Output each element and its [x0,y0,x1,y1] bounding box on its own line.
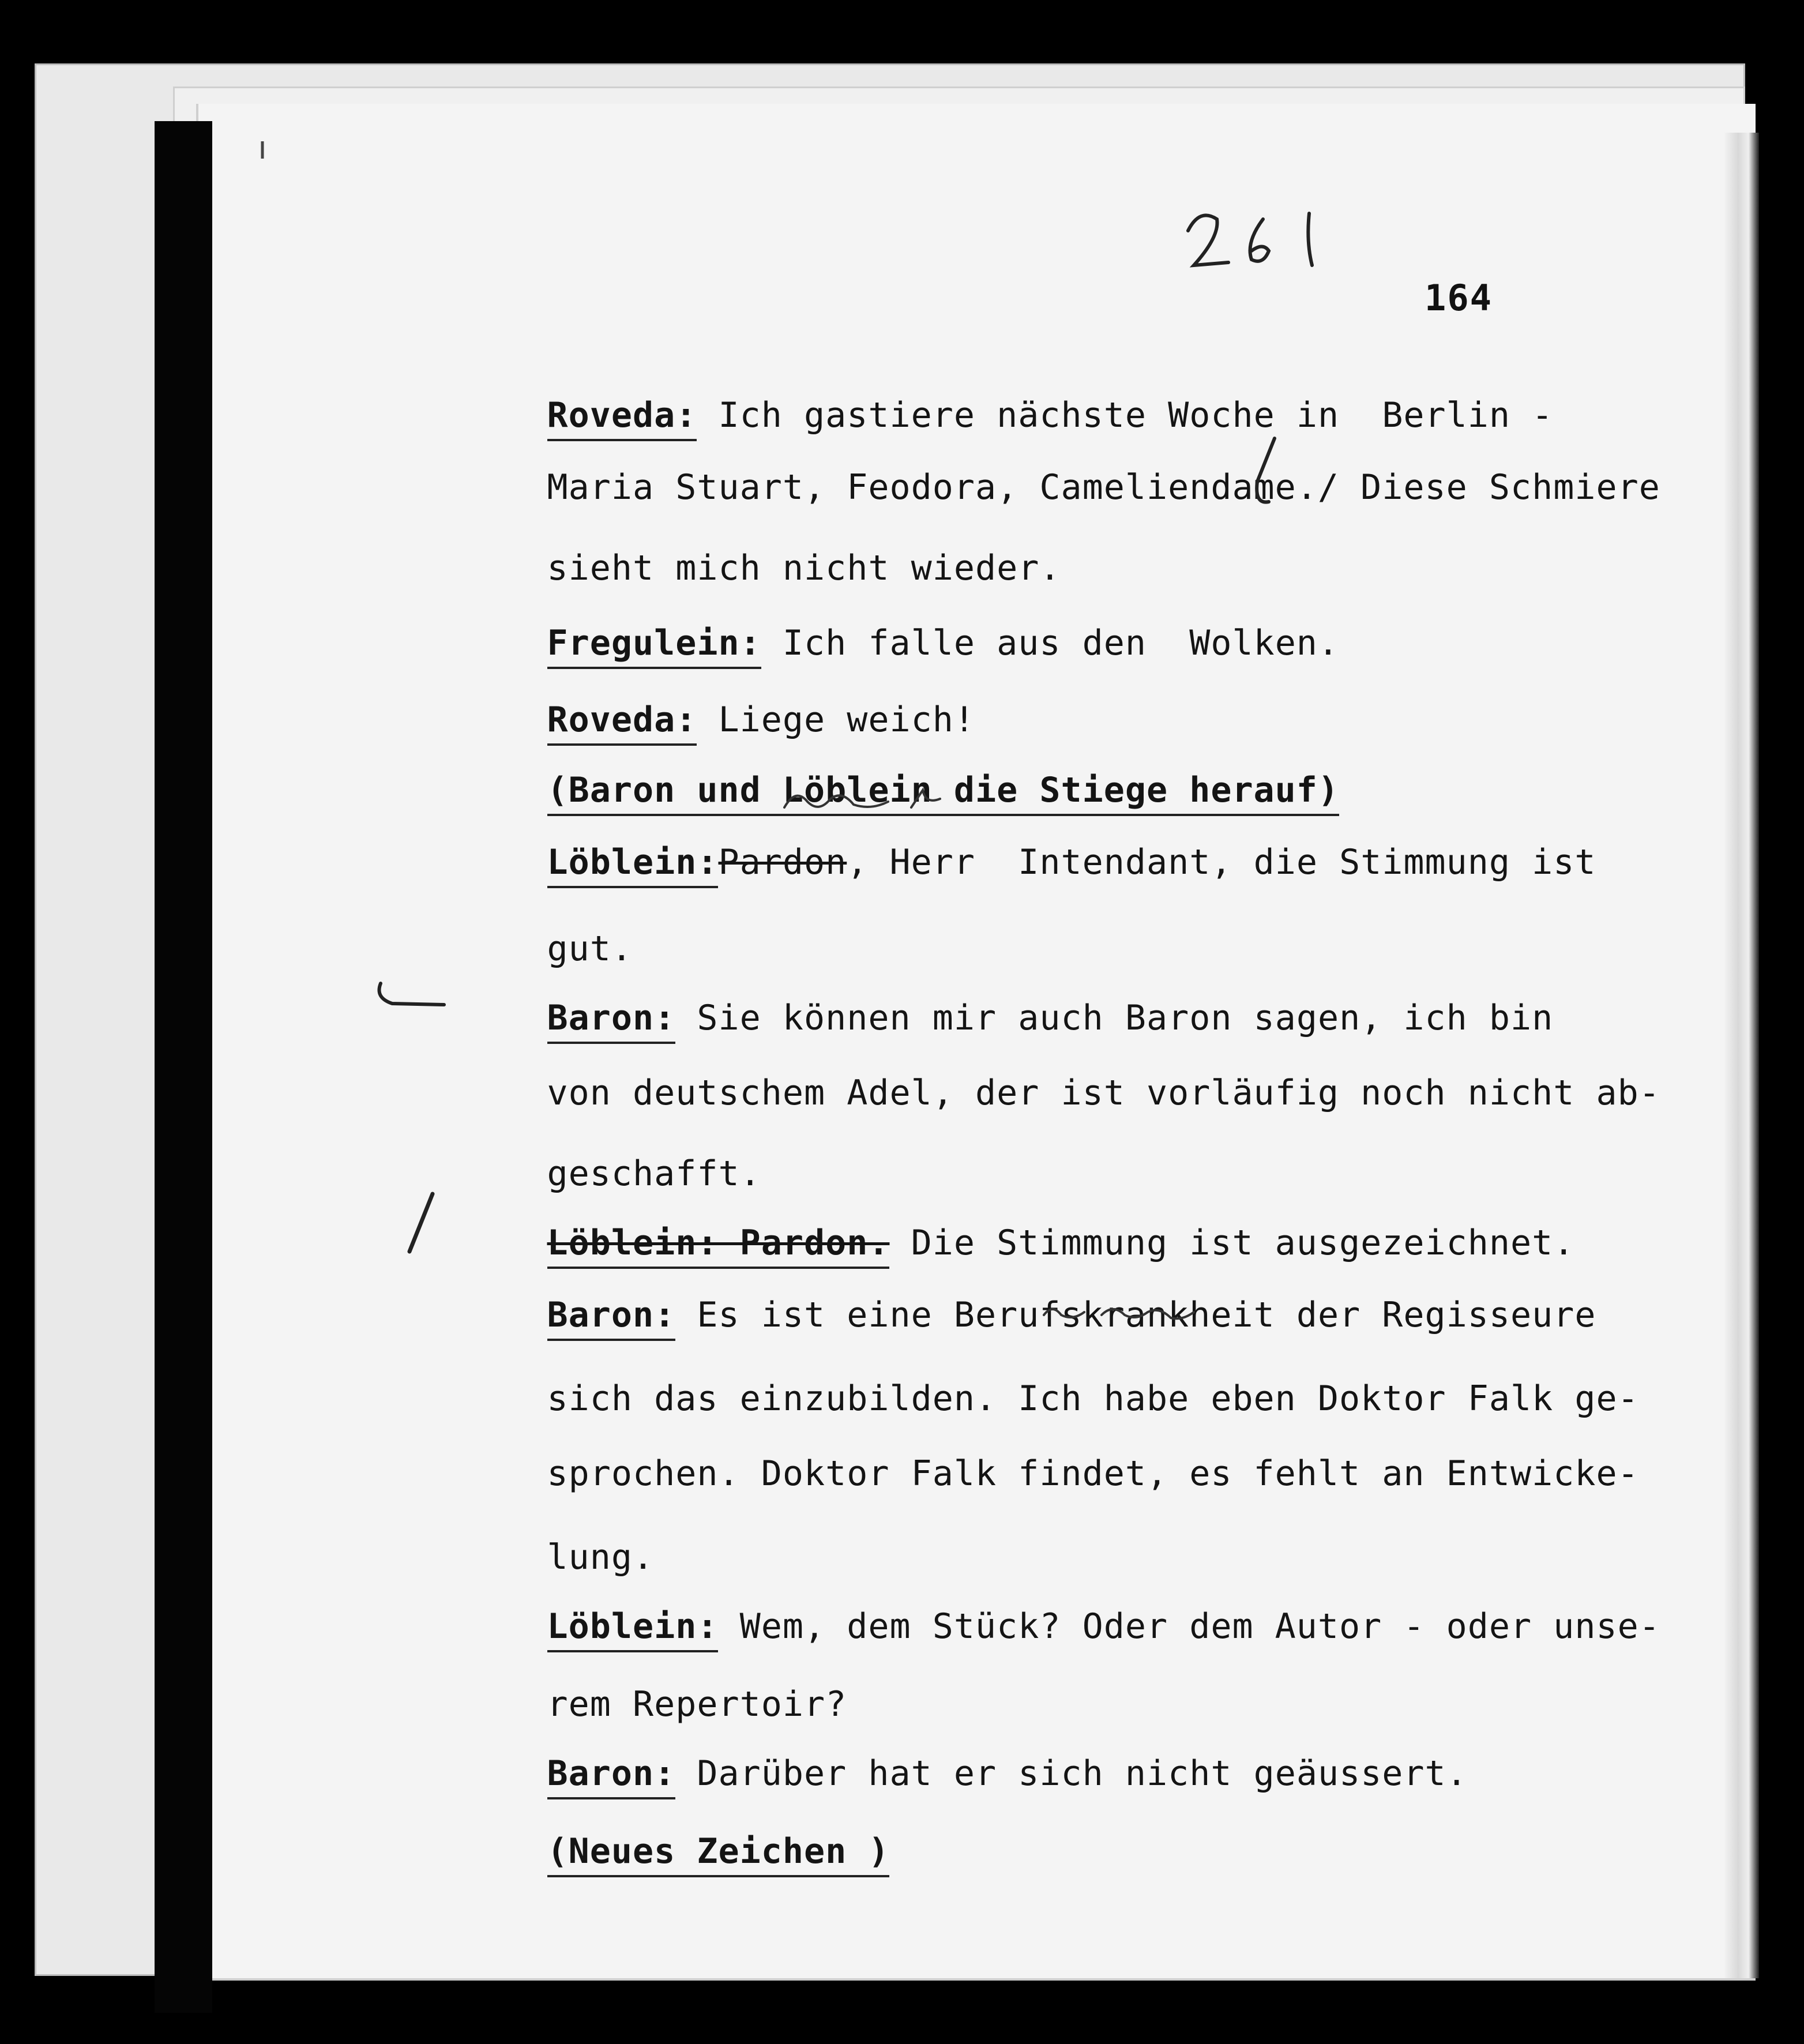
speaker-label: Roveda: [547,395,697,441]
speaker-label: Löblein: [547,1606,719,1652]
script-line [461,1799,889,1903]
speaker-label: Baron: [547,1295,676,1341]
dialogue-text: sprochen. Doktor Falk findet, es fehlt an Entwicke- [547,1453,1639,1494]
dialogue-text: Darüber hat er sich nicht geäussert. [675,1753,1468,1794]
handwritten-number [1177,196,1350,288]
dialogue-text: geschafft. [547,1153,761,1194]
dialogue-text: Maria Stuart, Feodora, Cameliendame./ Diese Schmiere [547,467,1660,508]
page-number: 164 [1425,277,1493,319]
dialogue-text: gut. [547,929,633,969]
stage-direction: (Neues Zeichen ) [547,1831,890,1877]
tick-mark [257,138,268,161]
handwritten-insertion [1038,1298,1211,1327]
dialogue-text: sieht mich nicht wieder. [547,548,1061,588]
handwritten-insertion [779,784,963,819]
speaker-label: Roveda: [547,700,697,746]
dialogue-text: , Herr Intendant, die Stimmung ist [847,842,1596,882]
speaker-label-struck: Löblein: Pardon. [547,1223,890,1269]
dialogue-text: Wem, dem Stück? Oder dem Autor - oder unse- [718,1606,1660,1647]
margin-mark [369,975,450,1015]
speaker-label: Löblein: [547,842,719,888]
dialogue-text: Ich falle aus den Wolken. [761,623,1340,663]
speaker-label: Baron: [547,998,676,1044]
page-stack-edge [1724,133,1759,1978]
speaker-label: Baron: [547,1753,676,1799]
stage-direction: (Baron und Löblein die Stiege herauf) [547,770,1340,816]
dialogue-text: rem Repertoir? [547,1684,847,1724]
struck-text: Pardon [718,842,847,882]
binding-strip [155,121,212,2013]
dialogue-text: Die Stimmung ist ausgezeichnet. [889,1223,1575,1263]
dialogue-text: lung. [547,1537,655,1577]
dialogue-text: von deutschem Adel, der ist vorläufig noch nicht ab- [547,1073,1660,1113]
dialogue-text: Ich gastiere nächste Woche in Berlin - [697,395,1554,435]
insert-mark [1240,435,1286,510]
dialogue-text: Sie können mir auch Baron sagen, ich bin [675,998,1554,1038]
margin-mark [398,1188,444,1257]
dialogue-text: Liege weich! [697,700,975,740]
dialogue-text: sich das einzubilden. Ich habe eben Doktor Falk ge- [547,1378,1639,1419]
dialogue-text: Es ist eine Berufskrankheit der Regisseure [675,1295,1596,1335]
speaker-label: Fregulein: [547,623,761,669]
